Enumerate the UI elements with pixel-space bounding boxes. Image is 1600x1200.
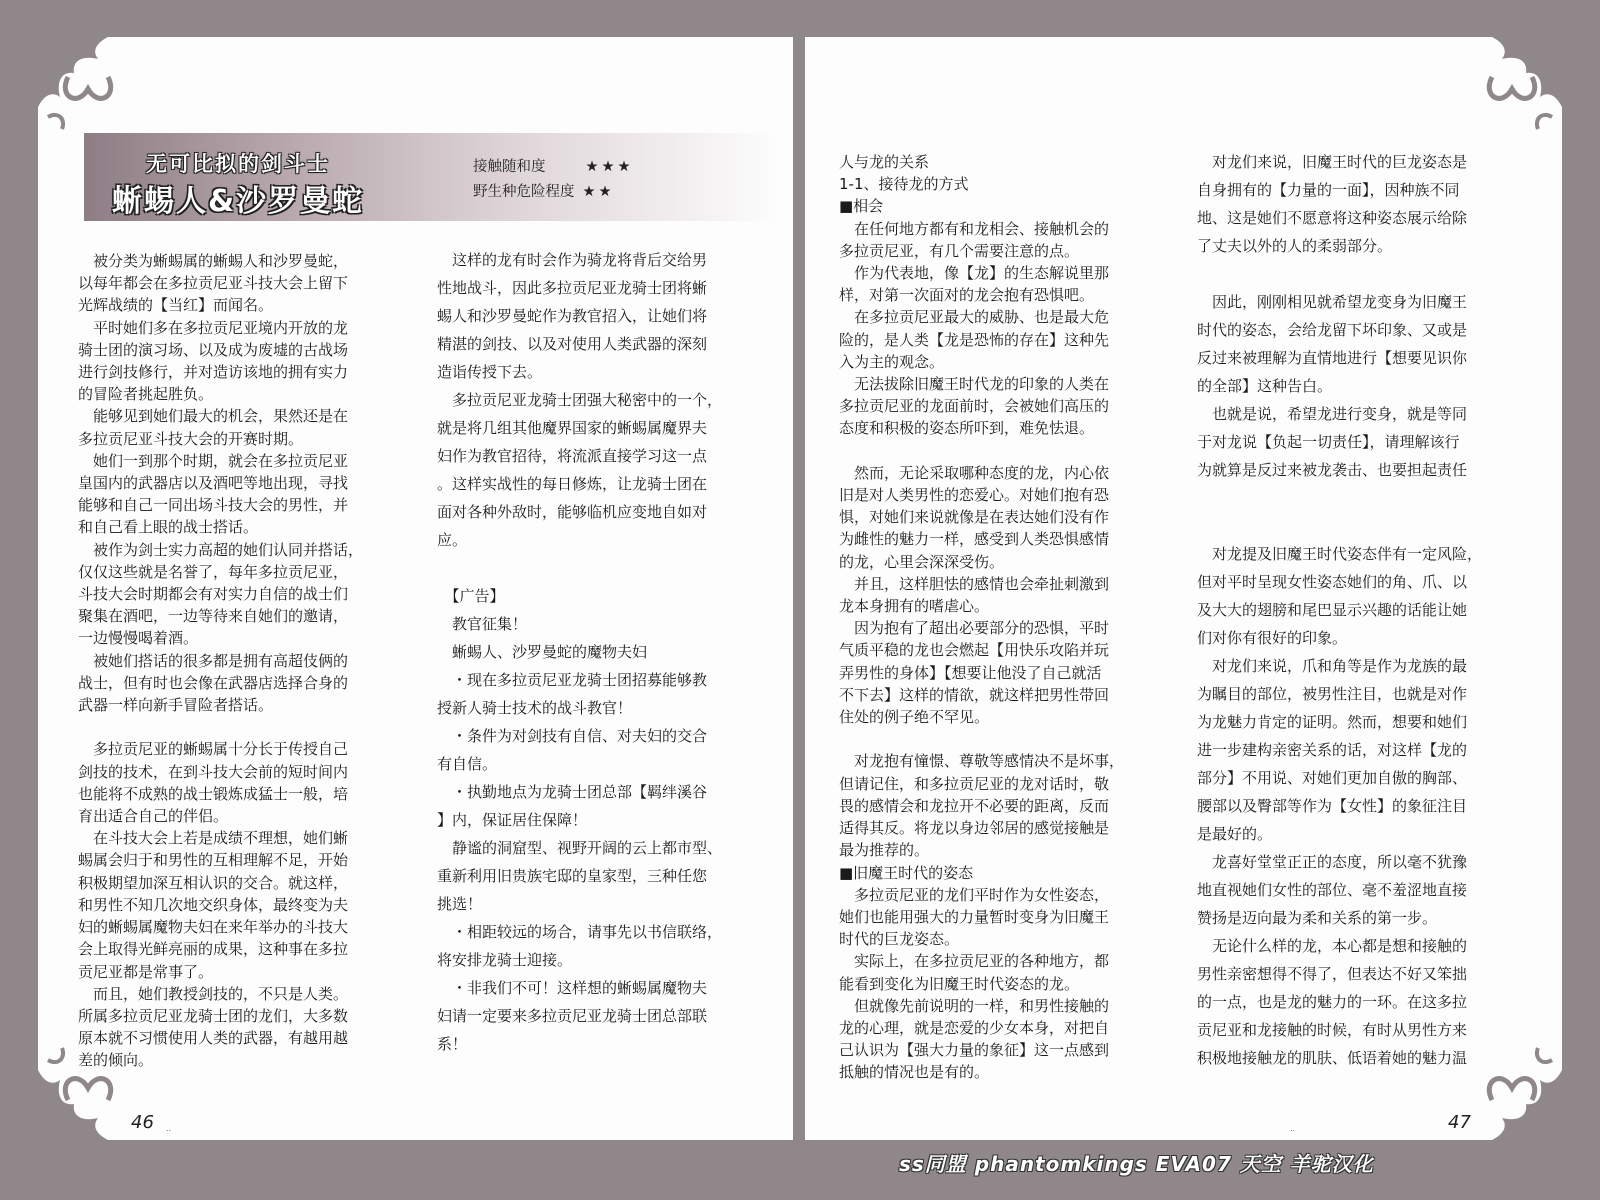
text-line: 造诣传授下去。 — [437, 363, 543, 381]
text-line: 因此，刚刚相见就希望龙变身为旧魔王 — [1197, 293, 1468, 311]
text-line: 斗技大会时期都会有对实力自信的战士们 — [78, 585, 349, 604]
text-line: 也就是说，希望龙进行变身，就是等同 — [1197, 405, 1468, 423]
text-line: 育出适合自己的伴侣。 — [78, 807, 229, 826]
text-line: 就是将几组其他魔界国家的蜥蜴属魔界夫 — [437, 419, 708, 437]
text-line: ・非我们不可！这样想的蜥蜴属魔物夫 — [437, 979, 708, 997]
rating-label: 野生种危险程度 — [473, 184, 575, 200]
text-line: 精湛的剑技、以及对使用人类武器的深刻 — [437, 335, 708, 353]
text-line: 光辉战绩的【当红】而闻名。 — [78, 296, 274, 315]
text-line: 于对龙说【负起一切责任】，请理解该行 — [1197, 433, 1460, 451]
text-line: 贡尼亚和龙接触的时候，有时从男性方来 — [1197, 1021, 1468, 1039]
text-line — [78, 716, 403, 738]
text-line: 武器一样向新手冒险者搭话。 — [78, 696, 274, 715]
text-line: 对龙抱有憧憬、尊敬等感情决不是坏事， — [839, 752, 1125, 771]
text-line: 时代的巨龙姿态。 — [839, 930, 960, 949]
text-line: 抵触的情况也是有的。 — [839, 1063, 990, 1082]
text-line: 1-1、接待龙的方式 — [839, 175, 969, 194]
text-line: 龙本身拥有的嗜虐心。 — [839, 597, 990, 616]
text-line: 在多拉贡尼亚最大的威胁、也是最大危 — [839, 308, 1110, 327]
text-line — [1197, 512, 1527, 540]
text-line: 进行剑技修行，并对造访该地的拥有实力 — [78, 363, 349, 382]
text-line: 龙的心理，就是恋爱的少女本身，对把自 — [839, 1018, 1110, 1037]
text-line — [839, 440, 1169, 462]
text-line: 积极地接触龙的肌肤、低语着她的魅力温 — [1197, 1049, 1468, 1067]
text-line: 并且，这样胆怯的感情也会牵扯刺激到 — [839, 574, 1110, 593]
text-line — [1197, 260, 1527, 288]
text-line: 龙喜好堂堂正正的态度，所以毫不犹豫 — [1197, 853, 1468, 871]
text-line: 在任何地方都有和龙相会、接触机会的 — [839, 219, 1110, 238]
text-line: 蜴属会归于和男性的互相理解不足，开始 — [78, 851, 349, 870]
page-number-left: 46 — [131, 1112, 154, 1133]
text-line: 惧，对她们来说就像是在表达她们没有作 — [839, 508, 1110, 527]
text-line: 而且，她们教授剑技的，不只是人类。 — [78, 984, 349, 1003]
text-line: 但请记住，和多拉贡尼亚的龙对话时，敬 — [839, 774, 1110, 793]
text-line: 会上取得光鲜亮丽的成果，这种事在多拉 — [78, 940, 349, 959]
text-line: 能够和自己一同出场斗技大会的男性，并 — [78, 496, 349, 515]
page-dots: .. — [1290, 1124, 1296, 1133]
text-line: 在斗技大会上若是成绩不理想，她们蜥 — [78, 829, 349, 848]
text-line: 腰部以及臀部等作为【女性】的象征注目 — [1197, 797, 1468, 815]
text-line — [1197, 484, 1527, 512]
text-line: 作为代表地，像【龙】的生态解说里那 — [839, 264, 1110, 283]
text-line: 多拉贡尼亚的蜥蜴属十分长于传授自己 — [78, 740, 349, 759]
text-line: 系！ — [437, 1035, 468, 1053]
corner-ornament-icon — [38, 37, 134, 133]
text-line: 平时她们多在多拉贡尼亚境内开放的龙 — [78, 318, 349, 337]
text-line: 最为推荐的。 — [839, 841, 930, 860]
text-line: 和男性不知几次地交织身体，最终变为夫 — [78, 895, 349, 914]
text-line: 对龙们来说，旧魔王时代的巨龙姿态是 — [1197, 153, 1468, 171]
text-line: 赞扬是迈向最为柔和关系的第一步。 — [1197, 909, 1438, 927]
text-line: 多拉贡尼亚，有几个需要注意的点。 — [839, 241, 1080, 260]
text-line: 。这样实战性的每日修炼，让龙骑士团在 — [437, 475, 708, 493]
text-line: 能看到变化为旧魔王时代姿态的龙。 — [839, 974, 1080, 993]
text-line: 的龙，心里会深深受伤。 — [839, 552, 1005, 571]
rating-stars: ★★★ — [585, 159, 634, 175]
text-column-2 — [437, 246, 767, 1058]
text-line: 差的倾向。 — [78, 1051, 154, 1070]
text-line: 入为主的观念。 — [839, 352, 945, 371]
text-line: ・条件为对剑技有自信、对夫妇的交合 — [437, 727, 708, 745]
text-line: 她们一到那个时期，就会在多拉贡尼亚 — [78, 451, 349, 470]
text-line: 为龙魅力肯定的证明。然而，想要和她们 — [1197, 713, 1468, 731]
text-line: 能够见到她们最大的机会，果然还是在 — [78, 407, 349, 426]
title-subtitle: 无可比拟的剑斗士 — [146, 152, 330, 176]
text-line: 进一步建构亲密关系的话，对这样【龙的 — [1197, 741, 1468, 759]
rating-danger — [473, 180, 615, 201]
text-line: ・现在多拉贡尼亚龙骑士团招募能够教 — [437, 671, 708, 689]
text-line: 有自信。 — [437, 755, 498, 773]
credit-watermark: ss同盟 phantomkings EVA07 天空 羊驼汉化 — [899, 1152, 1374, 1176]
text-line: 己认识为【强大力量的象征】这一点感到 — [839, 1041, 1110, 1060]
text-line: ・执勤地点为龙骑士团总部【羁绊溪谷 — [437, 783, 708, 801]
text-line: 态度和积极的姿态所吓到，难免怯退。 — [839, 419, 1095, 438]
text-column-4 — [1197, 148, 1527, 1072]
text-line: 住处的例子绝不罕见。 — [839, 708, 990, 727]
text-line: 对龙们来说，爪和角等是作为龙族的最 — [1197, 657, 1468, 675]
text-line: 【广告】 — [437, 587, 505, 605]
text-line: 所属多拉贡尼亚龙骑士团的龙们，大多数 — [78, 1006, 349, 1025]
title-main: 蜥蜴人&沙罗曼蛇 — [112, 184, 365, 219]
text-line: 的冒险者挑起胜负。 — [78, 385, 214, 404]
text-line: 部分】不用说、对她们更加自傲的胸部、 — [1197, 769, 1468, 787]
text-line: 但对平时呈现女性姿态她们的角、爪、以 — [1197, 573, 1468, 591]
text-line: 贡尼亚都是常事了。 — [78, 962, 214, 981]
text-line: ■旧魔王时代的姿态 — [839, 863, 974, 882]
text-line: 然而，无论采取哪种态度的龙，内心依 — [839, 463, 1110, 482]
text-line: 将安排龙骑士迎接。 — [437, 951, 573, 969]
text-line: 适得其反。将龙以身边邻居的感觉接触是 — [839, 819, 1110, 838]
text-line: 的一点，也是龙的魅力的一环。在这多拉 — [1197, 993, 1468, 1011]
text-line: 妇的蜥蜴属魔物夫妇在来年举办的斗技大 — [78, 918, 349, 937]
text-line: 时代的姿态，会给龙留下坏印象、又或是 — [1197, 321, 1468, 339]
text-line: 原本就不习惯使用人类的武器，有越用越 — [78, 1029, 349, 1048]
text-line: 蜴人和沙罗曼蛇作为教官招入，让她们将 — [437, 307, 708, 325]
text-line: 静谧的洞窟型、视野开阔的云上都市型、 — [437, 839, 723, 857]
text-line: 的全部】这种告白。 — [1197, 377, 1333, 395]
text-line: 挑选！ — [437, 895, 483, 913]
text-line: 一边慢慢喝着酒。 — [78, 629, 199, 648]
text-line: 及大大的翅膀和尾巴显示兴趣的话能让她 — [1197, 601, 1468, 619]
text-line: 气质平稳的龙也会燃起【用快乐攻陷并玩 — [839, 641, 1110, 660]
text-line: 多拉贡尼亚的龙面前时，会被她们高压的 — [839, 397, 1110, 416]
text-line: 实际上，在多拉贡尼亚的各种地方，都 — [839, 952, 1110, 971]
rating-label: 接触随和度 — [473, 159, 546, 175]
text-line: 蜥蜴人、沙罗曼蛇的魔物夫妇 — [437, 643, 648, 661]
text-line: 以每年都会在多拉贡尼亚斗技大会上留下 — [78, 274, 349, 293]
text-line: 这样的龙有时会作为骑龙将背后交给男 — [437, 251, 708, 269]
text-line: 】内，保证居住保障！ — [437, 811, 588, 829]
text-line: 因为抱有了超出必要部分的恐惧，平时 — [839, 619, 1110, 638]
text-line: 被她们搭话的很多都是拥有高超伎俩的 — [78, 651, 349, 670]
text-line: 皇国内的武器店以及酒吧等地出现，寻找 — [78, 474, 349, 493]
text-line: 旧是对人类男性的恋爱心。对她们抱有恐 — [839, 486, 1110, 505]
text-line: 多拉贡尼亚龙骑士团强大秘密中的一个， — [437, 391, 723, 409]
text-line: 妇作为教官招待，将流派直接学习这一点 — [437, 447, 708, 465]
text-line: 授新人骑士技术的战斗教官！ — [437, 699, 633, 717]
text-line: 妇请一定要来多拉贡尼亚龙骑士团总部联 — [437, 1007, 708, 1025]
text-line: 剑技的技术，在到斗技大会前的短时间内 — [78, 762, 349, 781]
text-line: 积极期望加深互相认识的交合。就这样， — [78, 873, 349, 892]
text-line: 样，对第一次面对的龙会抱有恐惧吧。 — [839, 286, 1095, 305]
text-line: 不下去】这样的情欲，就这样把男性带回 — [839, 685, 1110, 704]
text-line: 重新利用旧贵族宅邸的皇家型，三种任您 — [437, 867, 708, 885]
text-line: 地、这是她们不愿意将这种姿态展示给除 — [1197, 209, 1468, 227]
text-line: 险的，是人类【龙是恐怖的存在】这种先 — [839, 330, 1110, 349]
text-line: 教官征集！ — [437, 615, 528, 633]
text-line: 多拉贡尼亚的龙们平时作为女性姿态， — [839, 885, 1110, 904]
text-line: 被分类为蜥蜴属的蜥蜴人和沙罗曼蛇， — [78, 252, 349, 270]
text-line — [437, 554, 767, 582]
text-line: 无法拔除旧魔王时代龙的印象的人类在 — [839, 375, 1110, 394]
text-line: 自身拥有的【力量的一面】，因种族不同 — [1197, 181, 1460, 199]
text-line: 畏的感情会和龙拉开不必要的距离，反而 — [839, 796, 1110, 815]
text-line: 聚集在酒吧，一边等待来自她们的邀请， — [78, 607, 349, 626]
text-line: 男性亲密想得不得了，但表达不好又笨拙 — [1197, 965, 1468, 983]
text-line: ・相距较远的场合，请事先以书信联络， — [437, 923, 723, 941]
text-line: 为就算是反过来被龙袭击、也要担起责任 — [1197, 461, 1468, 479]
rating-stars: ★★ — [582, 184, 615, 200]
text-column-3 — [839, 151, 1169, 1084]
rating-contact — [473, 155, 634, 176]
text-line: 无论什么样的龙，本心都是想和接触的 — [1197, 937, 1468, 955]
text-line: 性地战斗，因此多拉贡尼亚龙骑士团将蜥 — [437, 279, 708, 297]
text-line: 应。 — [437, 531, 468, 549]
text-line: 也能将不成熟的战士锻炼成猛士一般，培 — [78, 784, 349, 803]
text-line: ■相会 — [839, 197, 884, 216]
text-line: 多拉贡尼亚斗技大会的开赛时期。 — [78, 429, 304, 448]
text-line: 了丈夫以外的人的柔弱部分。 — [1197, 237, 1393, 255]
text-line: 是最好的。 — [1197, 825, 1273, 843]
text-line: 为雌性的魅力一样，感受到人类恐惧感情 — [839, 530, 1110, 549]
text-line: 弄男性的身体】【想要让他没了自己就活 — [839, 663, 1102, 682]
text-line: 她们也能用强大的力量暂时变身为旧魔王 — [839, 907, 1110, 926]
text-line: 为瞩目的部位，被男性注目，也就是对作 — [1197, 685, 1468, 703]
text-line: 被作为剑士实力高超的她们认同并搭话， — [78, 540, 364, 559]
text-line — [839, 728, 1169, 750]
text-line: 人与龙的关系 — [839, 153, 930, 171]
text-line: 面对各种外敌时，能够临机应变地自如对 — [437, 503, 708, 521]
text-line: 战士，但有时也会像在武器店选择合身的 — [78, 673, 349, 692]
text-column-1 — [78, 250, 403, 1072]
text-line: 和自己看上眼的战士搭话。 — [78, 518, 259, 537]
text-line: 们对你有很好的印象。 — [1197, 629, 1348, 647]
page-number-right: 47 — [1448, 1112, 1471, 1133]
page-dots: .. — [166, 1124, 172, 1133]
text-line: 仅仅这些就是名誉了，每年多拉贡尼亚， — [78, 562, 349, 581]
corner-ornament-icon — [1466, 37, 1562, 133]
text-line: 对龙提及旧魔王时代姿态伴有一定风险， — [1197, 545, 1483, 563]
text-line: 骑士团的演习场、以及成为废墟的古战场 — [78, 340, 349, 359]
text-line: 反过来被理解为直情地进行【想要见识你 — [1197, 349, 1468, 367]
text-line: 地直视她们女性的部位、毫不羞涩地直接 — [1197, 881, 1468, 899]
text-line: 但就像先前说明的一样，和男性接触的 — [839, 996, 1110, 1015]
